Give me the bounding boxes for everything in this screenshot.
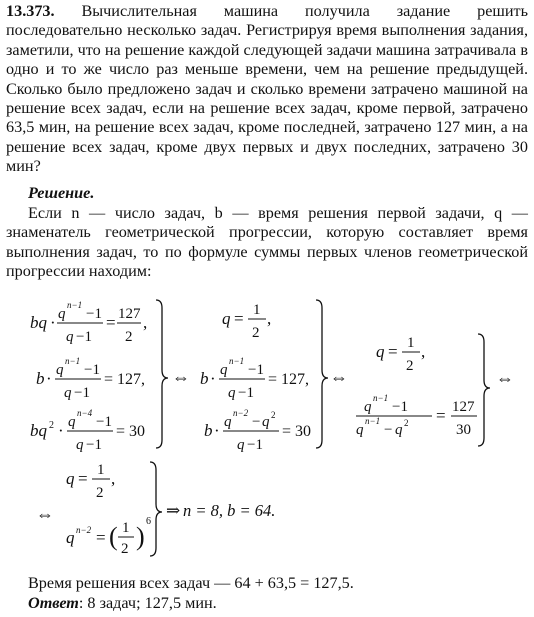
svg-text:n−1: n−1 [229,356,245,366]
equiv-2: ⇔ [330,367,348,387]
svg-text:−1: −1 [86,306,102,322]
s4-q-num: 1 [97,462,105,478]
svg-text:−: − [252,414,261,430]
answer-label: Ответ [28,594,79,612]
svg-text:−1: −1 [238,385,254,401]
svg-text:bq: bq [30,313,47,332]
svg-text:n−1: n−1 [373,393,389,403]
svg-text:b: b [200,369,209,388]
answer-text: : 8 задач; 127,5 мин. [78,594,217,612]
s3-rhs-num: 127 [452,399,475,415]
svg-text:=: = [234,309,244,328]
svg-text:−1: −1 [392,399,408,415]
svg-text:,: , [421,342,426,361]
solution-intro: Если n — число задач, b — время решения первой задачи, q — знаменатель геометрической прогрессии, которую составляет время выполнения задач, то по формуле суммы первых членов геометрической прогрессии находим: [6,204,528,281]
svg-text:q: q [64,385,72,401]
svg-text:2: 2 [271,410,276,420]
svg-text:−1: −1 [248,362,264,378]
svg-text:·: · [50,313,56,332]
svg-text:n−2: n−2 [76,525,92,535]
svg-text:b: b [36,369,45,388]
svg-text:1: 1 [122,520,130,536]
svg-text:q: q [68,414,76,430]
s3-q-den: 2 [406,358,414,374]
svg-text:,: , [267,309,272,328]
then-arrow: ⇒ [166,501,181,520]
svg-text:=: = [436,406,446,425]
svg-text:n−4: n−4 [77,408,93,418]
s1-eq2-rhs: = 127, [104,371,146,388]
svg-text:·: · [214,421,220,440]
svg-text:q: q [228,385,236,401]
s4-result: n = 8, b = 64. [183,501,276,520]
system-3 [356,334,490,446]
system-4 [66,462,275,557]
system-1 [30,300,168,453]
svg-text:q: q [66,528,75,547]
svg-text:=: = [106,313,116,332]
svg-text:q: q [237,437,245,453]
svg-text:2: 2 [121,541,129,557]
s1-eq3-rhs: = 30 [116,423,146,440]
s1-eq1-rhs-den: 2 [125,329,133,345]
svg-text:=: = [78,469,88,488]
svg-text:n−1: n−1 [67,300,83,310]
s2-q-num: 1 [253,302,261,318]
svg-text:q: q [222,309,231,328]
equiv-3: ⇔ [496,368,514,388]
system-2 [200,300,328,453]
svg-text:−1: −1 [86,437,102,453]
total-time: Время решения всех задач — 64 + 63,5 = 127,5. [28,574,354,592]
svg-text:q: q [220,362,228,378]
svg-text:): ) [136,522,145,551]
svg-text:q: q [56,362,64,378]
svg-text:b: b [204,421,213,440]
svg-text:2: 2 [49,420,54,431]
s2-eq2-rhs: = 127, [268,371,310,388]
svg-text:q: q [376,342,385,361]
s4-q-den: 2 [96,485,104,501]
svg-text:q: q [364,399,372,415]
s1-eq1-rhs-num: 127 [118,306,141,322]
svg-text:q: q [58,306,66,322]
svg-text:·: · [210,369,216,388]
svg-text:·: · [58,421,64,440]
svg-text:n−1: n−1 [65,356,81,366]
svg-text:−: − [384,422,393,438]
svg-text:n−1: n−1 [365,416,381,426]
svg-text:q: q [224,414,232,430]
s2-q-den: 2 [252,325,260,341]
svg-text:−1: −1 [84,362,100,378]
svg-text:−1: −1 [247,437,263,453]
svg-text:q: q [356,422,364,438]
svg-text:bq: bq [30,421,47,440]
problem-number: 13.373. [6,2,55,20]
svg-text:·: · [46,369,52,388]
svg-text:q: q [76,437,84,453]
s2-eq3-rhs: = 30 [282,423,312,440]
svg-text:q: q [66,329,74,345]
equiv-1: ⇔ [172,367,190,387]
svg-text:,: , [143,313,148,332]
svg-text:=: = [388,342,398,361]
svg-text:=: = [96,528,106,547]
svg-text:q: q [66,469,75,488]
s3-q-num: 1 [407,335,415,351]
s4-power: 6 [146,516,151,527]
svg-text:2: 2 [404,418,409,428]
answer-line [28,594,528,613]
svg-text:−1: −1 [74,385,90,401]
svg-text:q: q [262,414,270,430]
svg-text:,: , [111,469,116,488]
svg-text:−1: −1 [96,414,112,430]
svg-text:−1: −1 [76,329,92,345]
svg-text:q: q [395,422,403,438]
solution-heading: Решение. [28,184,95,202]
svg-text:n−2: n−2 [233,408,249,418]
svg-text:(: ( [109,522,118,551]
equiv-4: ⇔ [36,504,54,524]
problem-text: Вычислительная машина получила задание решить последовательно несколько задач. Регистрируя время выполнения задания, заметили, что на решение каждой следующей задачи машина затрачивала в одно и то же число раз меньше времени, чем на решение предыдущей. Сколько было предложено задач и сколько времени затрачено машиной на решение всех задач, если на решение всех задач, кроме первой, затрачено 63,5 мин, на решение всех задач, кроме последней, затрачено 127 мин, а на решение всех задач, кроме двух первых и двух последних, затрачено 30 мин? [6,2,528,176]
s3-rhs-den: 30 [456,422,471,438]
